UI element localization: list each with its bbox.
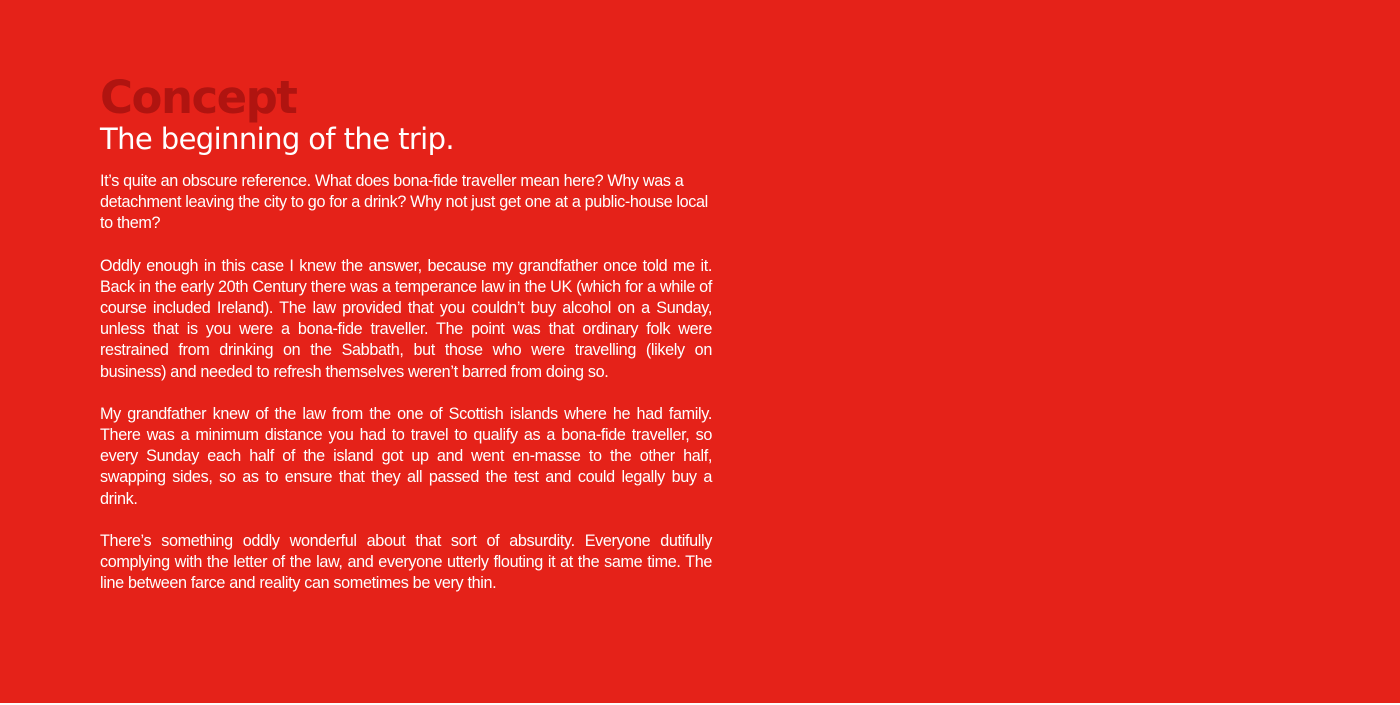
section-heading: Concept <box>100 71 297 124</box>
paragraph-scottish-island: My grandfather knew of the law from the one of Scottish islands where he had family. There was a minimum distance you had to travel to qualify as a bona-fide traveller, so every Sunday each half of the island got up and went en-masse to the other half, swapping sides, so as to ensure that they all passed the test and could legally buy a drink. <box>100 404 712 508</box>
body-text <box>100 171 712 594</box>
text-column <box>100 72 712 615</box>
paragraph-intro: It’s quite an obscure reference. What does bona-fide traveller mean here? Why was a detachment leaving the city to go for a drink? Why not just get one at a public-house local to them? <box>100 172 708 233</box>
section-subheading: The beginning of the trip. <box>100 122 455 156</box>
paragraph-temperance-law: Oddly enough in this case I knew the answer, because my grandfather once told me it. Back in the early 20th Century there was a temperance law in the UK (which for a while of course included Ireland). The law provided that you couldn’t buy alcohol on a Sunday, unless that is you were a bona-fide traveller. The point was that ordinary folk were restrained from drinking on the Sabbath, but those who were travelling (likely on business) and needed to refresh themselves weren’t barred from doing so. <box>100 256 712 381</box>
paragraph-absurdity: There’s something oddly wonderful about that sort of absurdity. Everyone dutifully complying with the letter of the law, and everyone utterly flouting it at the same time. The line between farce and reality can sometimes be very thin. <box>100 531 712 593</box>
